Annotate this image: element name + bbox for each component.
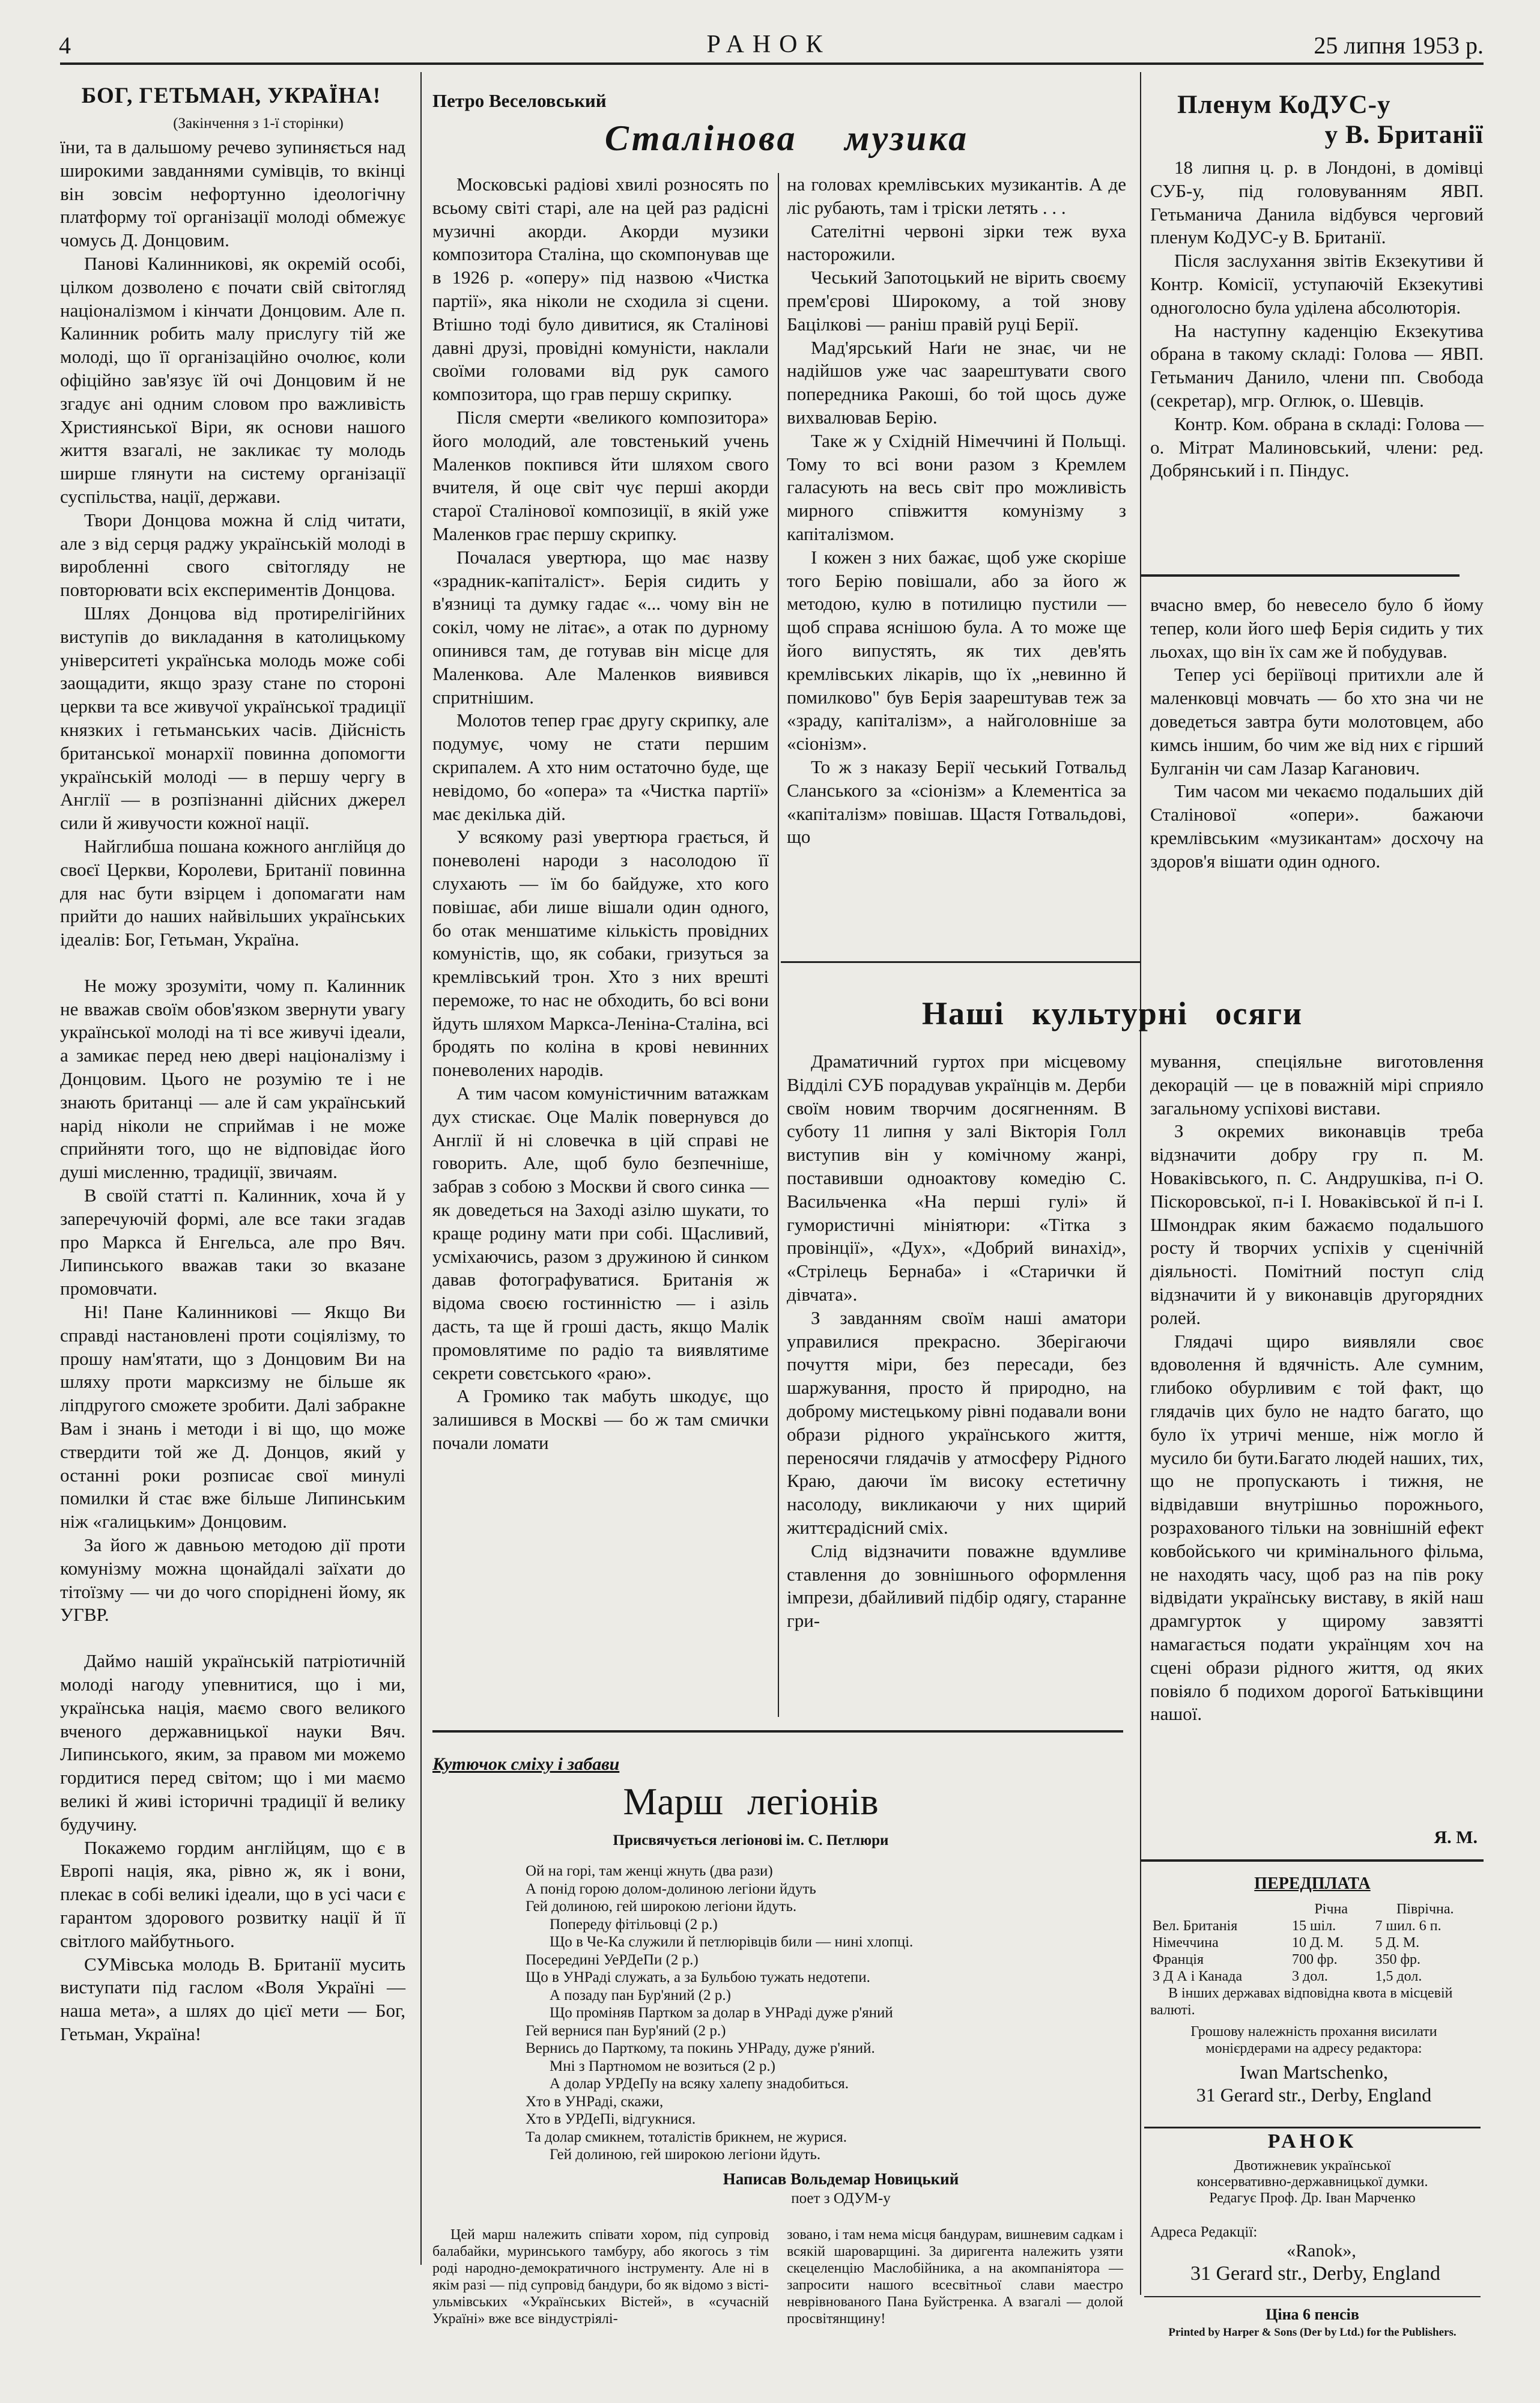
poem-line: Що в УНРаді служать, а за Бульбою тужать недотепи. [526, 1969, 870, 1985]
article-column-stalin [432, 173, 769, 1455]
table-cell: 700 фр. [1292, 1952, 1338, 1967]
paragraph: З окремих виконавців треба відзначити добру гру п. М. Новаківського, п. С. Андрушківа, п-і О. Піскоровської, п-і І. Новаківської й п-і І. Шмондрак яким бажаємо подальшого росту й творчих успіхів у сценічній діяльності. Помітний поступ слід відзначити й у виконавців другорядних ролей. [1150, 1120, 1484, 1328]
column-rule-2 [1140, 72, 1141, 2295]
paragraph: Покажемо гордим англійцям, що є в Европі нація, яка, рівно ж, як і вони, плекає в собі великі ідеали, що в усі часи є гарантом здорового розвитку нації й її світлого майбутнього. [60, 1836, 405, 1951]
paragraph: Ні! Пане Калинникові — Якщо Ви справді настановлені проти соціялізму, то прошу нам'ятати, що з Донцовим Ви на шляху проти марксизму не більше як ліпдругого сможете зробити. Далі забракне Вам і знань і методи і ві що, що може ствердити той же Д. Донцов, який у останні роки розписає свої минулі помилки й стає вже більше Липинським ніж «галицьким» Донцовим. [60, 1301, 405, 1533]
poem-line: Гей долиною, гей широкою легіони йдуть. [550, 2146, 821, 2163]
paragraph: Тим часом ми чекаємо подальших дій Сталінової «опери». бажаючи кремлівським «музикантам» досхочу на здоров'я вішати один одного. [1150, 780, 1484, 872]
paragraph: Даймо нашій українській патріотичній молоді нагоду упевнитися, що і ми, українська нація, маємо свого великого вченого державницької науки Вяч. Липинського, яким, за правом ми можемо гордитися перед світом; що і ми маємо великі й живі історичні традиції й велику будучину. [60, 1650, 405, 1835]
article-title-plenum: Пленум КоДУС-у [1177, 91, 1391, 119]
paper-description-line: Двотижневик української [1234, 2158, 1391, 2174]
paragraph: Панові Калинникові, як окремій особі, цілком дозволено є почати свій світогляд націоналізмом і кінчати Донцовим. Але п. Калинник робить малу прислугу тій же молоді, що її організаційно очолює, коли офіційно зав'язує їй очі Донцовим й не згадує ані одним словом про важливість Християнської Віри, як основи нашого життя взагалі, не закликає ту молодь ширше глянути на систему організації суспільства, нації, держави. [60, 252, 405, 507]
paragraph: Не можу зрозуміти, чому п. Калинник не вважав своїм обов'язком звернути увагу української молоді на ті все живучі ідеали, а замикає перед нею двері націоналізму і Донцовим. Цього не розумію те і не знають британці — але й сам український нарід ніколи не сприймав і не може сприйняти того, що не відповідає його душі мисленню, традиції, звичаям. [60, 974, 405, 1183]
article-column-osyagy [787, 1050, 1126, 1633]
paragraph: їни, та в дальшому речево зупиняється над широкими завданнями сумівців, то вкінці він зовсім нефортунно ідеологічну платформу тої організації молоді обмежує чомусь Д. Донцовим. [60, 136, 405, 251]
divider-osyagy [781, 961, 1140, 963]
divider-subscription [1141, 1859, 1484, 1862]
poem-line: Гей долиною, гей широкою легіони йдуть. [526, 1898, 797, 1915]
paragraph: На наступну каденцію Екзекутива обрана в такому складі: Голова — ЯВП. Гетьманич Данило, члени пп. Свобода (секретар), мгр. Оглюк, о. Шевців. [1150, 320, 1484, 411]
rubric-label: Кутючок сміху і забави [432, 1754, 620, 1774]
table-cell: 5 Д. М. [1375, 1935, 1420, 1951]
article-column-bog [60, 136, 405, 2046]
paragraph: Після заслухання звітів Екзекутиви й Контр. Комісії, уступаючій Екзекутиві одноголосно була уділена абсолюторія. [1150, 250, 1484, 318]
paragraph: на головах кремлівських музикантів. А де ліс рубають, там і тріски летять . . . [787, 174, 1126, 218]
poem-line: Попереду фітільовці (2 р.) [550, 1916, 718, 1933]
divider-plenum [1141, 574, 1460, 577]
paragraph: Шлях Донцова від протирелігійних виступів до викладання в католицькому університеті українська молодь може собі заощадити, якщо зразу стане по стороні церкви та все живучої української традиції князких і гетьманських часів. Дійсність британської монархії повинна допомогти українській молоді — в першу чергу в Англії — в розпізнанні дійсних джерел сили й живучости кожної нації. [60, 602, 405, 834]
poem-line: Та долар смикнем, тоталістів брикнем, не журися. [526, 2128, 847, 2145]
paragraph: вчасно вмер, бо невесело було б йому тепер, коли його шеф Берія сидить у тих льохах, що він їх сам же й побудував. [1150, 594, 1484, 662]
poem-line: Ой на горі, там женці жнуть (два рази) [526, 1863, 773, 1879]
article-title-plenum-2: у В. Британії [1324, 121, 1484, 149]
subscription-title: ПЕРЕДПЛАТА [1254, 1874, 1371, 1893]
paragraph: Слід відзначити поважне вдумливе ставлення до зовнішнього оформлення імпрези, дбайливий підбір одягу, старанне гри- [787, 1540, 1126, 1632]
poem-line: Вернись до Парткому, та покинь УНРаду, дуже р'яний. [526, 2040, 875, 2056]
issue-date: 25 липня 1953 р. [1314, 32, 1484, 59]
poem-line: Гей вернися пан Бур'яний (2 р.) [526, 2022, 726, 2039]
poem-line: Що в Че-Ка служили й петлюрівців били — нині хлопці. [550, 1934, 914, 1950]
payment-note: Грошову належність прохання висилати монієрдерами на адресу редактора: [1190, 2024, 1437, 2056]
subscription-table [1150, 1901, 1478, 2106]
price: Ціна 6 пенсів [1266, 2306, 1359, 2323]
paragraph: У всякому разі увертюра грається, й поневолені народи з насолодою її слухають — їм бо байдуже, хто кого повішає, аби лише вішали один одного, бо отак меншатиме кількість провідних комуністів, що, як собаки, гризуться за кремлівський трон. Хто з них врешті переможе, то нас не обходить, бо всі вони йдуть шляхом Маркса-Леніна-Сталіна, всі бродять по коліна в крові невинних поневолених народів. [432, 826, 769, 1081]
table-cell: 10 Д. М. [1292, 1935, 1344, 1951]
paper-description-line: Редагує Проф. Др. Іван Марченко [1209, 2190, 1416, 2206]
poem-note-right: зовано, і там нема місця бандурам, вишневим садкам і всякій шароварщині. За диригента належить узяти скецеленцію Маслобійника, а на акомпаніятора — запросити нашого всесвітньої слави маестро неврівнованого Пана Буйстренка. А взагалі — долой просвітянщину! [787, 2227, 1123, 2327]
poem-author: Написав Вольдемар Новицький [723, 2170, 959, 2188]
paragraph: А тим часом комуністичним ватажкам дух стискає. Оце Малік повернувся до Англії й ні словечка в цій справі не говорить. Але, щоб було безпечніше, забрав з собою з Москви й свого синка — як доведеться на Заході азілю шукати, то краще родину мати при собі. Щасливий, усміхаючись, разом з дружиною й синком давав фотографуватися. Британія ж відома своєю гостинністю — і азіль дасть, та ще й гроші дасть, якщо Малік промовлятиме по радіо та виявлятиме секрети совєтського «раю». [432, 1083, 769, 1384]
paragraph: Московські радіові хвилі розносять по всьому світі старі, але на цей раз радісні музичні акорди. Акорди музики композитора Сталіна, що скомпонував ще в 1926 р. «оперу» під назвою «Чистка партії», яка ніколи не сходила зі сцени. Втішно тоді було дивитися, як Сталінові давні друзі, провідні комуністи, наклали своїми головами від рук самого композитора, що грав першу скрипку. [432, 174, 769, 405]
article-column-osyagy-cont [1150, 1050, 1484, 1726]
poem-line: Посередині УеРДеПи (2 р.) [526, 1951, 699, 1968]
table-cell: 3 дол. [1292, 1969, 1328, 1984]
paragraph: мування, спеціяльне виготовлення декорацій — це в поважній мірі сприяло загальному успіхові вистави. [1150, 1051, 1484, 1119]
poem-line: А позаду пан Бур'яний (2 р.) [550, 1987, 732, 2004]
paragraph: Таке ж у Східній Німеччині й Польщі. Тому то всі вони разом з Кремлем галасують на весь світ про можливість мирного співжиття комунізму з капіталізмом. [787, 430, 1126, 544]
paragraph: Молотов тепер грає другу скрипку, але подумує, чому не стати першим скрипалем. А хто ним остаточно буде, ще невідомо, бо «опера» та «Чистка партії» має декілька дій. [432, 709, 769, 824]
article-author: Петро Веселовський [432, 90, 607, 111]
paragraph: Чеський Запотоцький не вірить своєму прем'єрові Широкому, а той знову Бацілкові — раніш правій руці Берії. [787, 267, 1126, 335]
paragraph: І кожен з них бажає, щоб уже скоріше того Берію повішали, або за його ж методою, кулю в потилицю пустили — щоб справа яснішою була. А то може ще його випустять, як тих дев'ять кремлівських лікарів, що їх „невинно й помилково" був Берія заарештував теж за «зраду, капіталізм», а найголовніше за «сіонізм». [787, 546, 1126, 755]
article-column-stalin-end [1150, 594, 1484, 873]
poem-dedication: Присвячується легіонові ім. С. Петлюри [613, 1832, 889, 1849]
divider-march [432, 1730, 1123, 1733]
editor-name: Iwan Martschenko, [1239, 2061, 1389, 2083]
poem-note-left: Цей марш належить співати хором, під супровід балабайки, муринського тамбуру, або якогось з тім роді народно-демократичного інструменту. Але ні в якім разі — під супровід бандури, бо як відомо з вісті-ульмівських «Українських Вістей», в «сучасній Україні» вже все віндустріялі- [432, 2227, 769, 2327]
divider-price [1144, 2296, 1481, 2297]
editor-address: 31 Gerard str., Derby, England [1196, 2084, 1432, 2106]
paragraph: Контр. Ком. обрана в складі: Голова — о. Мітрат Малиновський, члени: ред. Добрянський і п. Піндус. [1150, 413, 1484, 481]
poem-line: А понід горою долом-долиною легіони йдуть [526, 1880, 816, 1897]
article-title-bog: БОГ, ГЕТЬМАН, УКРАЇНА! [81, 84, 381, 108]
poem-line: Хто в УНРаді, скажи, [526, 2093, 664, 2110]
paper-description-line: консервативно-державницької думки. [1196, 2174, 1428, 2190]
poem-line: Що проміняв Партком за долар в УНРаді дуже р'яний [550, 2005, 893, 2021]
paragraph: Найглибша пошана кожного англійця до своєї Церкви, Королеви, Британії повинна для нас бути взірцем і допомагати нам прийти до наших найвільших українських ідеалів: Бог, Гетьман, Україна. [60, 835, 405, 950]
masthead: РАНОК [706, 31, 831, 58]
column-rule-stalin [778, 173, 779, 1717]
editorial-address: 31 Gerard str., Derby, England [1190, 2262, 1441, 2285]
table-cell: Франція [1153, 1952, 1204, 1967]
paragraph: Драматичний гуртох при місцевому Відділі СУБ порадував українців м. Дерби своїм новим творчим досягненням. В суботу 11 липня у залі Вікторія Голл виступив він у комічному жанрі, поставивши одноактову комедію С. Васильченка «На перші гулі» й гумористичні мініятюри: «Тітка з провінції», «Дух», «Добрий винахід», «Стрілець Бернаба» і «Старички й дівчата». [787, 1051, 1126, 1305]
subscription-note: В інших державах відповідна квота в місцевій валюті. [1150, 1985, 1453, 2018]
table-cell: 15 шіл. [1292, 1918, 1336, 1934]
paragraph: Твори Донцова можна й слід читати, але з від серця раджу українській молоді в виробленні свого світогляду не повторювати всіх експериментів Донцова. [60, 509, 405, 601]
paragraph: То ж з наказу Берії чеський Готвальд Сланського за «сіонізм» а Клементіса за «капіталізм» повішав. Щастя Готвальдові, що [787, 756, 1126, 848]
poem-text [526, 1862, 1120, 2164]
paragraph: А Громико так мабуть шкодує, що залишився в Москві — бо ж там смички почали ломати [432, 1385, 769, 1454]
paragraph: Після смерти «великого композитора» його молодий, але товстенький учень Маленков покпився йти шляхом свого вчителя, й оце світ чує перші акорди старої Сталінової композиції, в якій уже Маленков грає першу скрипку. [432, 406, 769, 544]
article-title-stalin: Сталінова музика [604, 118, 969, 158]
printer-info: Printed by Harper & Sons (Der by Ltd.) for the Publishers. [1168, 2326, 1457, 2339]
paper-name: РАНОК [1267, 2130, 1357, 2152]
table-cell: Вел. Британія [1153, 1918, 1238, 1934]
article-column-plenum [1150, 156, 1484, 482]
paragraph: СУМівська молодь В. Британії мусить виступати під гаслом «Воля Україні — наша мета», а шлях до цієї мети — Бог, Гетьман, Україна! [60, 1953, 405, 2044]
editorial-name: «Ranok», [1287, 2241, 1356, 2261]
editorial-address-label: Адреса Редакції: [1150, 2224, 1258, 2240]
table-cell: 350 фр. [1375, 1952, 1421, 1967]
signature: Я. М. [1434, 1827, 1478, 1847]
column-header: Півpічна. [1396, 1901, 1454, 1917]
article-column-stalin-cont [787, 173, 1126, 849]
paragraph: За його ж давньою методою дії проти комунізму можна щонайдалі заїхати до тітоїзму — чи до чого споріднені йому, як УГВР. [60, 1534, 405, 1626]
table-cell: 7 шил. 6 п. [1375, 1918, 1441, 1934]
continuation-note: (Закінчення з 1-ї сторінки) [173, 115, 344, 132]
paper-description [1144, 2158, 1481, 2207]
page-number: 4 [59, 32, 71, 59]
paragraph: В своїй статті п. Калинник, хоча й у заперечуючій формі, але все таки згадав про Маркса й Енгельса, але про Вяч. Липинського вважав таки зо вказане промовчати. [60, 1185, 405, 1299]
poem-line: А долар УРДеПу на всяку халепу знадобиться. [550, 2076, 849, 2092]
table-cell: З Д А і Канада [1153, 1969, 1243, 1984]
paragraph: Почалася увертюра, що має назву «зрадник-капіталіст». Берія сидить у в'язниці та думку гадає «... чому він не сокіл, чому не літає», а отак по дурному опинився там, де готував він місце для Маленкова. Але Маленков виявився спритнішим. [432, 546, 769, 708]
poem-author-title: поет з ОДУМ-у [791, 2190, 891, 2207]
paragraph: Глядачі щиро виявляли своє вдоволення й вдячність. Але сумним, глибоко обурливим є той факт, що глядачів цих було не надто багато, що було їх утричі менше, ніж могло й мусило би бути.Багато людей наших, тих, що не пропускають і тижня, не відвідавши внутрішньо порожнього, розрахованого тільки на зовнішній ефект ковбойського чи кримінального фільма, не находять часу, щоб раз на пів року відвідати українську виставу, в якій наш драмгурток у щирому завзятті намагається подати українцям хоч на сцені образи рідного життя, од яких повіяло б подихом дорогої Батьківщини нашої. [1150, 1330, 1484, 1725]
paragraph: Сателітні червоні зірки теж вуха насторожили. [787, 220, 1126, 265]
header-rule [60, 62, 1484, 65]
poem-line: Хто в УРДеПі, відгукнися. [526, 2111, 696, 2127]
poem-title: Марш легіонів [623, 1780, 879, 1823]
paragraph: Мад'ярський Наґи не знає, чи не надійшов уже час заарештувати свого попередника Ракоші, бо той щось дуже вихвалював Берію. [787, 336, 1126, 428]
table-cell: 1,5 дол. [1375, 1969, 1422, 1984]
paragraph: Тепер усі беріївоці притихли але й маленковці мовчать — бо хто зна чи не доведеться завтра бути молотовцем, або кимсь іншим, бо чим же від них є гірший Булганін чи сам Лазар Каганович. [1150, 664, 1484, 779]
article-title-osyagy: Наші культурні осяги [922, 995, 1303, 1031]
column-header: Річна [1314, 1901, 1348, 1917]
paragraph: 18 липня ц. р. в Лондоні, в домівці СУБ-у, під головуванням ЯВП. Гетьманича Данила відбувся черговий пленум КоДУС-у В. Британії. [1150, 157, 1484, 248]
poem-line: Мні з Партномом не возиться (2 р.) [550, 2058, 775, 2074]
column-rule-1 [420, 72, 422, 2265]
table-cell: Німеччина [1153, 1935, 1219, 1951]
divider-ranok [1144, 2127, 1481, 2128]
paragraph: З завданням своїм наші аматори управилися прекрасно. Зберігаючи почуття міри, без пересади, без шаржування, просто й природно, на доброму мистецькому рівні подавали вони образи рідного українського життя, переносячи глядачів у атмосферу Рідного Краю, даючи їм високу естетичну насолоду, викликаючи у них щирий життєрадісний сміх. [787, 1307, 1126, 1538]
